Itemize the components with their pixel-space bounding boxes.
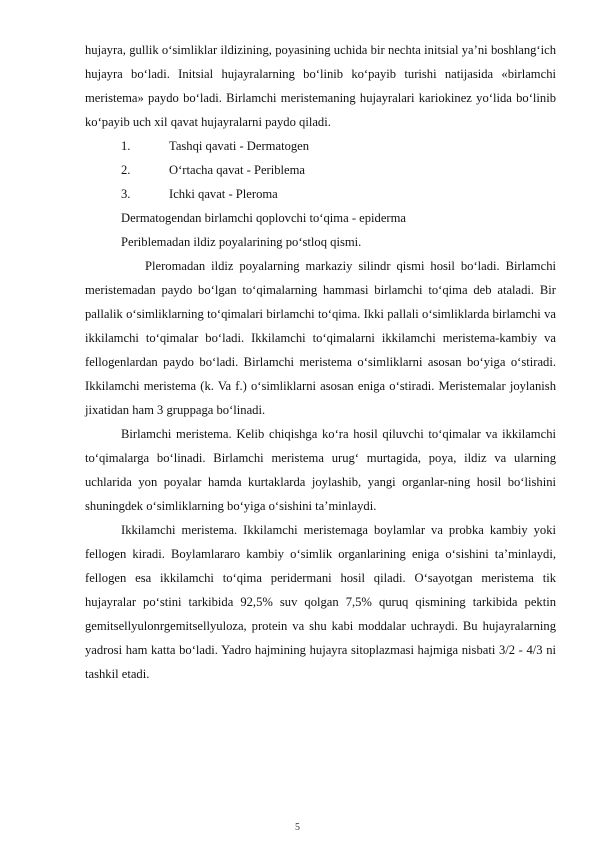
list-item-periblema xyxy=(85,158,556,182)
paragraph-dermatogen: Dermatogendan birlamchi qoplovchi to‘qima - epiderma xyxy=(121,211,407,225)
paragraph-pleroma: Pleromadan ildiz poyalarning markaziy silindr qismi hosil bo‘ladi. Birlamchi meristemadan paydo bo‘lgan to‘qimalarning hammasi birlamchi to‘qima deb ataladi. Bir pallalik o‘simliklarning to‘qimalari birlamchi to‘qima. Ikki pallali o‘simliklarda birlamchi va ikkilamchi to‘qimalar bo‘ladi. Ikkilamchi to‘qimalarni ikkilamchi meristema-kambiy va fellogenlardan paydo bo‘ladi. Birlamchi meristema o‘simliklarni asosan bo‘yiga o‘stiradi. Ikkilamchi meristema (k. Va f.) o‘simliklarni asosan eniga o‘stiradi. Meristemalar joylanish jixatidan ham 3 gruppaga bo‘linadi. xyxy=(85,259,556,417)
list-number: 1. xyxy=(121,139,131,153)
paragraph-birlamchi-meristema: Birlamchi meristema. Kelib chiqishga ko‘ra hosil qiluvchi to‘qimalar va ikkilamchi to‘qimalarga bo‘linadi. Birlamchi meristema urug‘ murtagida, poya, ildiz va ularning uchlarida yon poyalar hamda kurtaklarda joylashib, yangi organlar-ning hosil bo‘lishini shuningdek o‘simliklarning bo‘yiga o‘sishini ta’minlaydi. xyxy=(85,427,556,513)
list-text: O‘rtacha qavat - Periblema xyxy=(169,163,306,177)
document-page xyxy=(85,38,556,686)
page-number: 5 xyxy=(295,822,300,833)
paragraph-ikkilamchi-meristema: Ikkilamchi meristema. Ikkilamchi meristemaga boylamlar va probka kambiy yoki fellogen kiradi. Boylamlararo kambiy o‘simlik organlarining eniga o‘sishini ta’minlaydi, fellogen esa ikkilamchi to‘qima peridermani hosil qiladi. O‘sayotgan meristema tik hujayralar po‘stini tarkibida 92,5% suv qolgan 7,5% quruq qismining tarkibida pektin gemitsellyulonrgemitsellyuloza, protein va shu kabi moddalar uchraydi. Bu hujayralarning yadrosi ham katta bo‘ladi. Yadro hajmining hujayra sitoplazmasi hajmiga nisbati 3/2 - 4/3 ni tashkil etadi. xyxy=(85,523,556,681)
list-text: Ichki qavat - Pleroma xyxy=(169,187,278,201)
list-number: 2. xyxy=(121,163,131,177)
list-number: 3. xyxy=(121,187,131,201)
list-text: Tashqi qavati - Dermatogen xyxy=(169,139,310,153)
list-item-pleroma xyxy=(85,182,556,206)
paragraph-periblema: Periblemadan ildiz poyalarining po‘stloq qismi. xyxy=(121,235,362,249)
paragraph-initsial: hujayra, gullik o‘simliklar ildizining, poyasining uchida bir nechta initsial ya’ni boshlang‘ich hujayra bo‘ladi. Initsial hujayralarning bo‘linib ko‘payib turishi natijasida «birlamchi meristema» paydo bo‘ladi. Birlamchi meristemaning hujayralari kariokinez yo‘lida bo‘linib ko‘payib uch xil qavat hujayralarni paydo qiladi. xyxy=(85,43,556,129)
list-item-dermatogen xyxy=(85,134,556,158)
